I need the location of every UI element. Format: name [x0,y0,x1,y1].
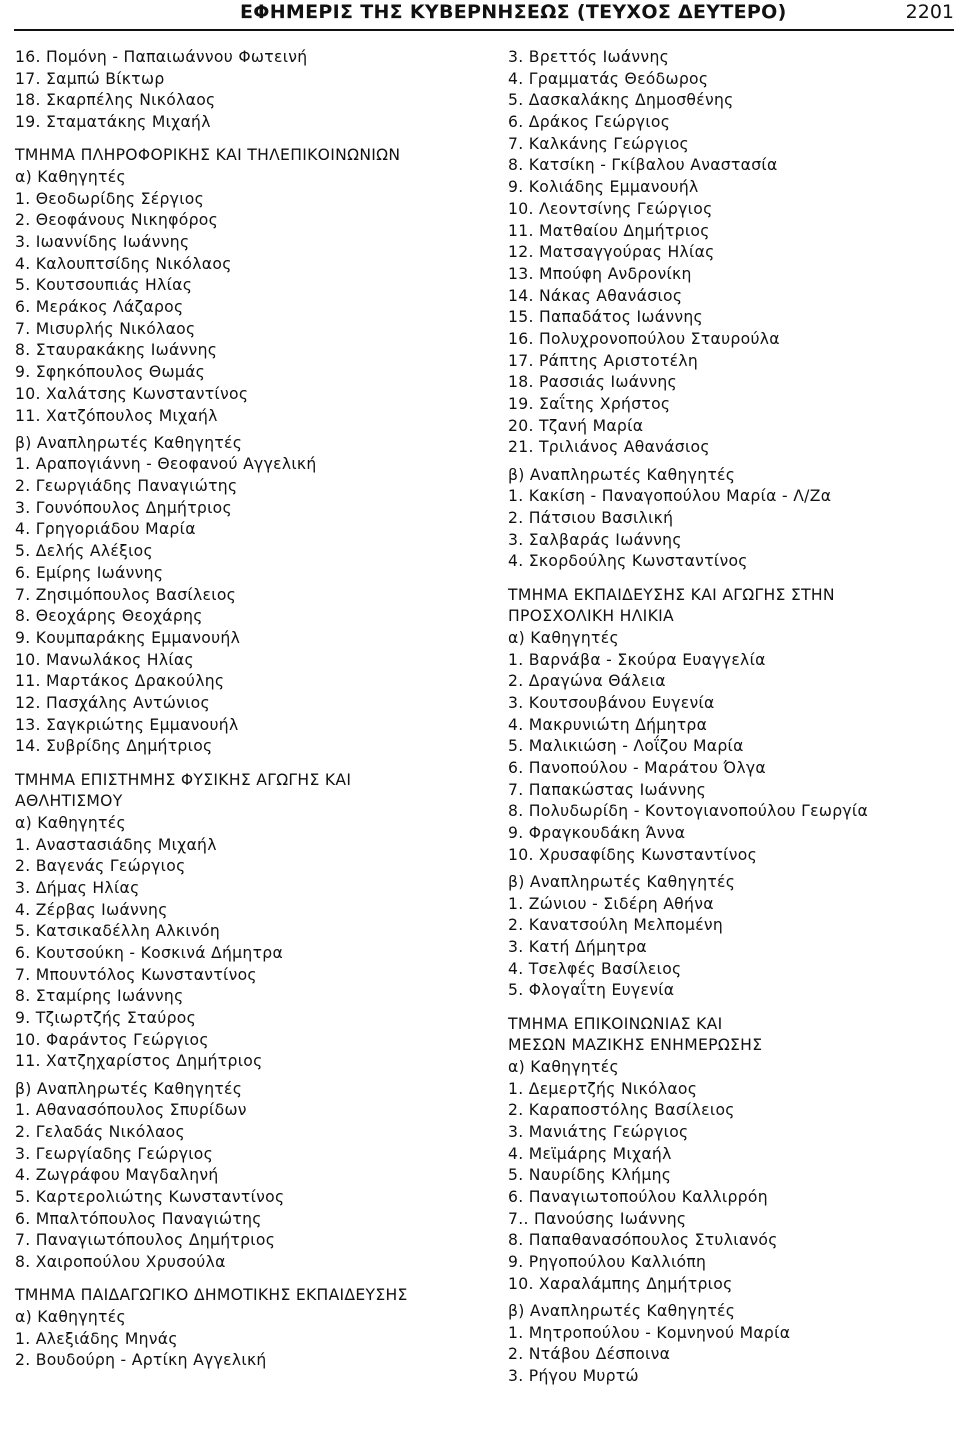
list-item: 2. Ντάβου Δέσποινα [508,1345,671,1364]
list-item: 7. Μισυρλής Νικόλαος [15,319,196,338]
rank-heading: β) Αναπληρωτές Καθηγητές [15,433,243,452]
list-item: 6. Παναγιωτοπούλου Καλλιρρόη [508,1188,768,1207]
list-item: 9. Σφηκόπουλος Θωμάς [15,363,206,382]
department-heading: ΤΜΗΜΑ ΕΠΙΚΟΙΝΩΝΙΑΣ ΚΑΙ [508,1014,723,1033]
list-item: 1. Αραπογιάννη - Θεοφανού Αγγελική [15,455,317,474]
list-item: 6. Εμίρης Ιωάννης [15,563,164,582]
list-item: 6. Κουτσούκη - Κοσκινά Δήμητρα [15,944,284,962]
list-item: 1. Μητροπούλου - Κομνηνού Μαρία [508,1323,791,1342]
page-header [14,0,954,30]
list-item: 5. Κατσικαδέλλη Αλκινόη [15,922,221,941]
rank-heading: α) Καθηγητές [15,1308,126,1326]
list-item: 7.. Πανούσης Ιωάννης [508,1209,687,1228]
list-item: 6. Μεράκος Λάζαρος [15,298,184,317]
list-item: 1. Αλεξιάδης Μηνάς [15,1329,178,1348]
list-item: 3. Σαλβαράς Ιωάννης [508,530,682,549]
header-rule [14,29,954,31]
right-column [508,47,953,1388]
list-item: 21. Τριλιάνος Αθανάσιος [508,438,710,457]
rank-heading: α) Καθηγητές [15,813,126,832]
left-column [15,47,470,1372]
list-item: 20. Τζανή Μαρία [508,416,644,435]
department-heading: ΠΡΟΣΧΟΛΙΚΗ ΗΛΙΚΙΑ [508,607,674,626]
list-item: 18. Σκαρπέλης Νικόλαος [15,91,216,110]
list-item: 8. Θεοχάρης Θεοχάρης [15,607,203,626]
list-item: 4. Τσελφές Βασίλειος [508,959,682,978]
rank-heading: β) Αναπληρωτές Καθηγητές [15,1079,243,1098]
list-item: 1. Ζώνιου - Σιδέρη Αθήνα [508,894,714,913]
list-item: 10. Χαλάτσης Κωνσταντίνος [15,384,249,403]
list-item: 3. Μανιάτης Γεώργιος [508,1123,689,1141]
list-item: 5. Δελής Αλέξιος [15,542,153,561]
rank-heading: β) Αναπληρωτές Καθηγητές [508,872,736,891]
list-item: 2. Βαγενάς Γεώργιος [15,857,186,876]
list-item: 7. Καλκάνης Γεώργιος [508,134,690,153]
list-item: 2. Καραποστόλης Βασίλειος [508,1101,735,1120]
list-item: 4. Ζωγράφου Μαγδαληνή [15,1166,219,1185]
list-item: 10. Μανωλάκος Ηλίας [15,650,194,669]
department-heading: ΑΘΛΗΤΙΣΜΟΥ [15,792,123,811]
list-item: 1. Θεοδωρίδης Σέργιος [15,189,205,208]
list-item: 9. Τζιωρτζής Σταύρος [15,1009,197,1028]
list-item: 3. Βρεττός Ιωάννης [508,48,670,66]
list-item: 11. Μαρτάκος Δρακούλης [15,672,225,691]
list-item: 2. Πάτσιου Βασιλική [508,508,674,527]
list-item: 17. Ράπτης Αριστοτέλη [508,351,699,370]
list-item: 11. Χατζόπουλος Μιχαήλ [15,406,218,425]
list-item: 1. Βαρνάβα - Σκούρα Ευαγγελία [508,650,766,669]
list-item: 8. Κατσίκη - Γκίβαλου Αναστασία [508,156,778,175]
list-item: 8. Παπαθανασόπουλος Στυλιανός [508,1231,778,1250]
list-item: 10. Χαραλάμπης Δημήτριος [508,1274,733,1293]
list-item: 8. Πολυδωρίδη - Κοντογιανοπούλου Γεωργία [508,802,869,821]
rank-heading: α) Καθηγητές [15,167,126,186]
list-item: 6. Μπαλτόπουλος Παναγιώτης [15,1209,262,1228]
list-item: 7. Παπακώστας Ιωάννης [508,780,707,799]
list-item: 16. Πολυχρονοπούλου Σταυρούλα [508,329,780,348]
list-item: 4. Μεϊμάρης Μιχαήλ [508,1144,672,1163]
list-item: 7. Ζησιμόπουλος Βασίλειος [15,585,237,604]
list-item: 10. Χρυσαφίδης Κωνσταντίνος [508,845,758,864]
list-item: 5. Μαλικιώση - Λοΐζου Μαρία [508,737,744,756]
list-item: 17. Σαμπώ Βίκτωρ [15,69,165,88]
list-item: 2. Γελαδάς Νικόλαος [15,1123,185,1141]
list-item: 10. Λεοντσίνης Γεώργιος [508,199,713,218]
list-item: 4. Ζέρβας Ιωάννης [15,900,168,919]
list-item: 3. Κατή Δήμητρα [508,938,647,956]
list-item: 3. Γουνόπουλος Δημήτριος [15,498,232,517]
list-item: 3. Γεωργίαδης Γεώργιος [15,1144,214,1163]
list-item: 7. Μπουντόλος Κωνσταντίνος [15,965,257,984]
list-item: 3. Ρήγου Μυρτώ [508,1367,639,1386]
department-heading: ΤΜΗΜΑ ΕΚΠΑΙΔΕΥΣΗΣ ΚΑΙ ΑΓΩΓΗΣ ΣΤΗΝ [508,585,835,604]
list-item: 18. Ρασσιάς Ιωάννης [508,373,677,392]
rank-heading: β) Αναπληρωτές Καθηγητές [508,465,736,484]
list-item: 4. Καλουπτσίδης Νικόλαος [15,254,232,273]
list-item: 19. Σαΐτης Χρήστος [508,395,671,413]
list-item: 13. Σαγκριώτης Εμμανουήλ [15,715,239,734]
list-item: 6. Πανοπούλου - Μαράτου Όλγα [508,759,766,777]
list-item: 12. Πασχάλης Αντώνιος [15,693,210,712]
list-item: 2. Δραγώνα Θάλεια [508,672,666,691]
list-item: 11. Ματθαίου Δημήτριος [508,221,710,240]
list-item: 2. Κανατσούλη Μελπομένη [508,916,724,935]
department-heading: ΤΜΗΜΑ ΠΛΗΡΟΦΟΡΙΚΗΣ ΚΑΙ ΤΗΛΕΠΙΚΟΙΝΩΝΙΩΝ [15,146,401,165]
list-item: 5. Ναυρίδης Κλήμης [508,1166,672,1185]
list-item: 15. Παπαδάτος Ιωάννης [508,308,703,327]
department-heading: ΤΜΗΜΑ ΠΑΙΔΑΓΩΓΙΚΟ ΔΗΜΟΤΙΚΗΣ ΕΚΠΑΙΔΕΥΣΗΣ [15,1286,408,1305]
list-item: 1. Δεμερτζής Νικόλαος [508,1079,698,1098]
list-item: 9. Φραγκουδάκη Άννα [508,824,686,843]
list-item: 9. Ρηγοπούλου Καλλιόπη [508,1253,707,1272]
list-item: 4. Γρηγοριάδου Μαρία [15,520,196,539]
list-item: 5. Φλογαΐτη Ευγενία [508,981,675,1000]
list-item: 3. Ιωαννίδης Ιωάννης [15,233,190,251]
page-number: 2201 [905,1,954,23]
list-item: 2. Γεωργιάδης Παναγιώτης [15,477,238,496]
rank-heading: α) Καθηγητές [508,628,619,647]
list-item: 11. Χατζηχαρίστος Δημήτριος [15,1052,263,1071]
list-item: 12. Ματσαγγούρας Ηλίας [508,243,715,262]
gazette-title: ΕΦΗΜΕΡΙΣ ΤΗΣ ΚΥΒΕΡΝΗΣΕΩΣ (ΤΕΥΧΟΣ ΔΕΥΤΕΡΟ) [240,1,787,23]
list-item: 8. Χαιροπούλου Χρυσούλα [15,1253,226,1272]
list-item: 1. Αναστασιάδης Μιχαήλ [15,835,217,854]
list-item: 7. Παναγιωτόπουλος Δημήτριος [15,1231,276,1250]
list-item: 8. Σταμίρης Ιωάννης [15,987,184,1006]
list-item: 1. Αθανασόπουλος Σπυρίδων [15,1101,247,1120]
list-item: 14. Συβρίδης Δημήτριος [15,737,213,756]
department-heading: ΜΕΣΩΝ ΜΑΖΙΚΗΣ ΕΝΗΜΕΡΩΣΗΣ [508,1036,763,1055]
list-item: 19. Σταματάκης Μιχαήλ [15,113,211,132]
list-item: 16. Πομόνη - Παπαιωάννου Φωτεινή [15,48,308,66]
list-item: 13. Μπούφη Ανδρονίκη [508,264,692,283]
list-item: 10. Φαράντος Γεώργιος [15,1030,209,1049]
list-item: 2. Θεοφάνους Νικηφόρος [15,211,219,230]
list-item: 2. Βουδούρη - Αρτίκη Αγγελική [15,1351,267,1370]
rank-heading: β) Αναπληρωτές Καθηγητές [508,1302,736,1320]
list-item: 9. Κολιάδης Εμμανουήλ [508,178,699,197]
list-item: 4. Σκορδούλης Κωνσταντίνος [508,552,748,571]
list-item: 5. Δασκαλάκης Δημοσθένης [508,91,734,110]
list-item: 5. Καρτερολιώτης Κωνσταντίνος [15,1188,285,1207]
list-item: 4. Μακρυνιώτη Δήμητρα [508,715,708,734]
list-item: 3. Δήμας Ηλίας [15,878,140,897]
rank-heading: α) Καθηγητές [508,1057,619,1076]
list-item: 3. Κουτσουβάνου Ευγενία [508,693,715,712]
list-item: 5. Κουτσουπιάς Ηλίας [15,276,193,295]
list-item: 6. Δράκος Γεώργιος [508,113,671,132]
list-item: 1. Κακίση - Παναγοπούλου Μαρία - Λ/Ζα [508,487,832,506]
list-item: 14. Νάκας Αθανάσιος [508,286,683,305]
list-item: 4. Γραμματάς Θεόδωρος [508,69,709,88]
department-heading: ΤΜΗΜΑ ΕΠΙΣΤΗΜΗΣ ΦΥΣΙΚΗΣ ΑΓΩΓΗΣ ΚΑΙ [15,770,352,789]
list-item: 8. Σταυρακάκης Ιωάννης [15,341,218,360]
list-item: 9. Κουμπαράκης Εμμανουήλ [15,628,241,647]
